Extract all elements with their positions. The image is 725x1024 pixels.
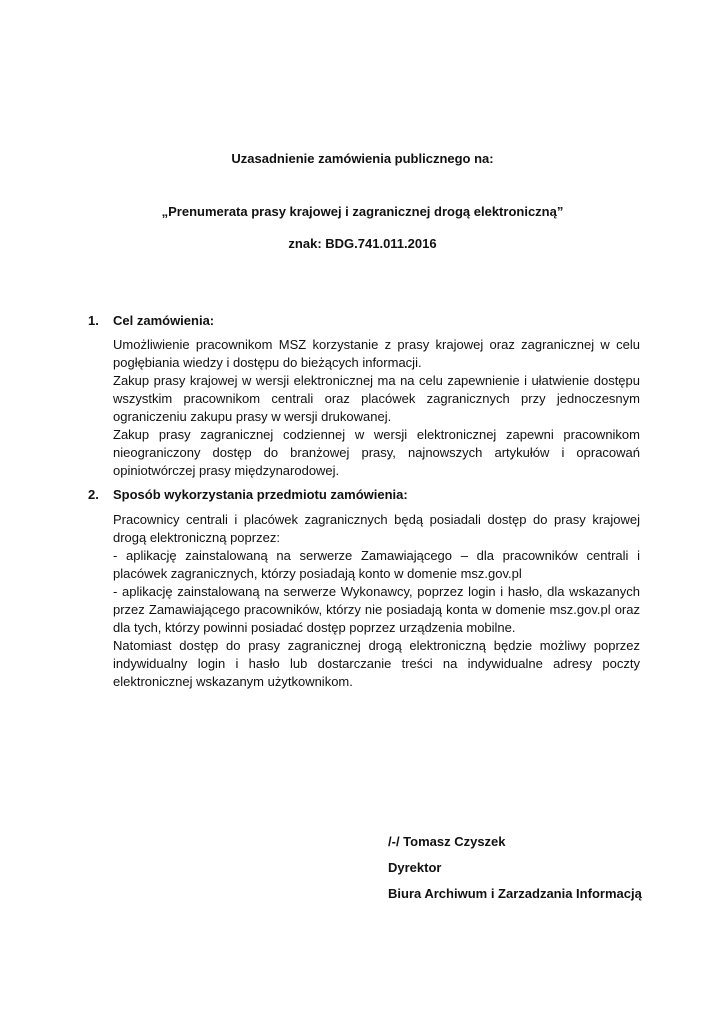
section-2-title: Sposób wykorzystania przedmiotu zamówienia: xyxy=(113,487,408,502)
document-reference: znak: BDG.741.011.2016 xyxy=(288,236,437,251)
document-subject: „Prenumerata prasy krajowej i zagranicznej drogą elektroniczną” xyxy=(161,204,564,219)
section-1-paragraph: Zakup prasy krajowej w wersji elektronicznej ma na celu zapewnienie i ułatwienie dostępu wszystkim pracownikom centrali oraz placówek zagranicznych przy jednoczesnym ograniczeniu zakupu prasy w wersji drukowanej. xyxy=(113,373,640,424)
section-1-number: 1. xyxy=(88,313,99,328)
signature-title: Dyrektor xyxy=(388,860,442,875)
section-2-intro: Pracownicy centrali i placówek zagranicznych będą posiadali dostęp do prasy krajowej drogą elektroniczną poprzez: xyxy=(113,512,640,545)
section-1-title: Cel zamówienia: xyxy=(113,313,215,328)
section-1-paragraph: Umożliwienie pracownikom MSZ korzystanie z prasy krajowej oraz zagranicznej w celu pogłębiania wiedzy i dostępu do bieżących informacji. xyxy=(113,337,640,370)
section-2-list-item: - aplikację zainstalowaną na serwerze Wykonawcy, poprzez login i hasło, dla wskazanych przez Zamawiającego pracowników, którzy nie posiadają konta w domenie msz.gov.pl oraz dla tych, którzy powinni posiadać dostęp poprzez urządzenia mobilne. xyxy=(113,584,640,635)
section-2-heading xyxy=(88,487,408,502)
section-1-paragraph: Zakup prasy zagranicznej codziennej w wersji elektronicznej zapewni pracownikom nieograniczony dostęp do branżowej prasy, najnowszych artykułów i opracowań opiniotwórczej prasy międzynarodowej. xyxy=(113,427,640,478)
section-1-body xyxy=(113,336,640,480)
document-title: Uzasadnienie zamówienia publicznego na: xyxy=(231,151,494,166)
section-2-closing: Natomiast dostęp do prasy zagranicznej drogą elektroniczną będzie możliwy poprzez indywidualny login i hasło lub dostarczanie treści na indywidualne adresy poczty elektronicznej wskazanym użytkownikom. xyxy=(113,638,640,689)
section-2-number: 2. xyxy=(88,487,99,502)
section-2-body xyxy=(113,511,640,691)
signature-department: Biura Archiwum i Zarzadzania Informacją xyxy=(388,886,642,901)
section-1-heading xyxy=(88,313,214,328)
section-2-list-item: - aplikację zainstalowaną na serwerze Zamawiającego – dla pracowników centrali i placówek zagranicznych, którzy posiadają konto w domenie msz.gov.pl xyxy=(113,548,640,581)
signature-name: /-/ Tomasz Czyszek xyxy=(388,834,506,849)
